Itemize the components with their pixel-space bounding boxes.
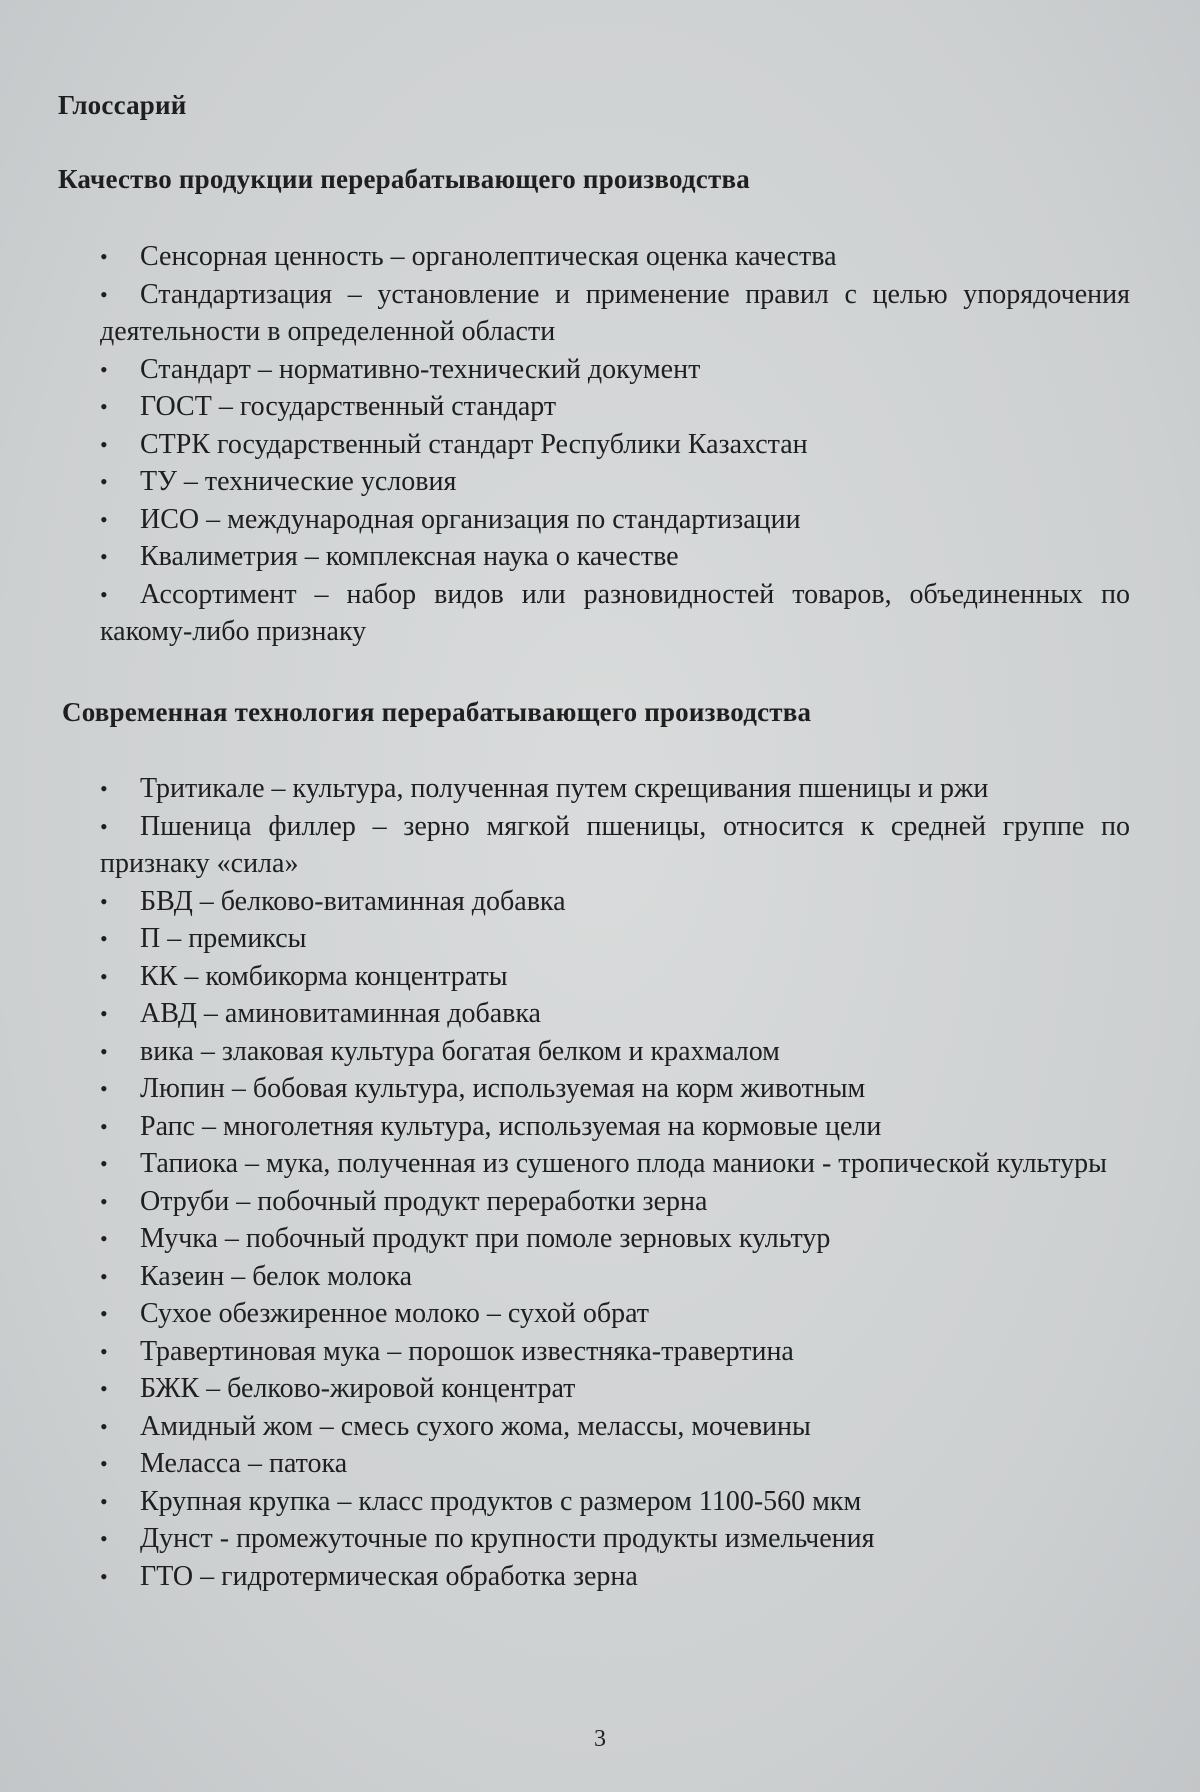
glossary-item-text: ТУ – технические условия — [140, 466, 457, 497]
glossary-item-text: Сенсорная ценность – органолептическая оценка качества — [140, 241, 837, 272]
glossary-item — [100, 770, 1130, 808]
glossary-item — [100, 1183, 1130, 1221]
bullet-icon: • — [100, 1226, 108, 1251]
bullet-icon: • — [100, 1001, 108, 1026]
glossary-item-text: Дунст - промежуточные по крупности продукты измельчения — [140, 1523, 875, 1554]
bullet-icon: • — [100, 1113, 108, 1139]
glossary-item-text: Стандартизация – установление и применение правил с целью упорядочения деятельности в определенной области — [100, 278, 1130, 347]
bullet-icon: • — [100, 1451, 108, 1476]
glossary-item — [100, 1295, 1130, 1333]
glossary-item — [100, 238, 1130, 276]
bullet-icon: • — [100, 963, 108, 989]
glossary-item — [100, 538, 1130, 576]
bullet-icon: • — [100, 1526, 108, 1551]
bullet-icon: • — [100, 1338, 108, 1364]
bullet-icon: • — [100, 1151, 108, 1176]
glossary-item — [100, 995, 1130, 1033]
glossary-item-text: Сухое обезжиренное молоко – сухой обрат — [140, 1298, 650, 1329]
glossary-item — [100, 1108, 1130, 1146]
glossary-item — [100, 276, 1130, 351]
glossary-item-text: Стандарт – нормативно-технический документ — [140, 353, 701, 385]
glossary-item — [100, 463, 1130, 501]
glossary-item-text: Квалиметрия – комплексная наука о качестве — [140, 541, 679, 572]
glossary-item-text: Ассортимент – набор видов или разновидностей товаров, объединенных по какому-либо признаку — [100, 578, 1130, 647]
glossary-item — [100, 920, 1130, 958]
bullet-icon: • — [100, 544, 108, 569]
glossary-item-text: Казеин – белок молока — [140, 1260, 413, 1292]
bullet-icon: • — [100, 431, 108, 457]
glossary-item — [100, 1145, 1130, 1183]
glossary-item — [100, 1408, 1130, 1446]
bullet-icon: • — [100, 469, 108, 494]
glossary-item — [100, 426, 1130, 464]
bullet-icon: • — [100, 1038, 108, 1064]
glossary-item-text: Люпин – бобовая культура, используемая на корм животным — [140, 1073, 866, 1104]
glossary-item-text: Крупная крупка – класс продуктов с размером 1100-560 мкм — [140, 1485, 862, 1517]
section-heading-modern-technology: Современная технология перерабатывающего производства — [62, 697, 812, 727]
bullet-icon: • — [100, 926, 108, 951]
glossary-item-text: Тритикале – культура, полученная путем скрещивания пшеницы и ржи — [140, 773, 989, 804]
bullet-icon: • — [100, 888, 108, 914]
glossary-title: Глоссарий — [58, 90, 187, 120]
bullet-icon: • — [100, 1488, 108, 1514]
glossary-item — [100, 351, 1130, 389]
glossary-item — [100, 1333, 1130, 1371]
section-heading-product-quality: Качество продукции перерабатывающего производства — [58, 164, 750, 194]
glossary-item-text: Меласса – патока — [140, 1448, 348, 1479]
glossary-item-text: КК – комбикорма концентраты — [140, 960, 508, 992]
glossary-item-text: Тапиока – мука, полученная из сушеного плода маниоки - тропической культуры — [140, 1148, 1107, 1179]
glossary-list-quality — [100, 238, 1130, 651]
glossary-item-text: СТРК государственный стандарт Республики Казахстан — [140, 428, 808, 460]
glossary-item — [100, 1445, 1130, 1483]
glossary-item-text: ИСО – международная организация по стандартизации — [140, 503, 801, 535]
bullet-icon: • — [100, 281, 108, 307]
bullet-icon: • — [100, 1301, 108, 1326]
glossary-list-technology — [100, 770, 1130, 1595]
glossary-item — [100, 883, 1130, 921]
glossary-item — [100, 1070, 1130, 1108]
bullet-icon: • — [100, 1563, 108, 1589]
bullet-icon: • — [100, 1376, 108, 1401]
page-number: 3 — [594, 1726, 606, 1752]
glossary-item-text: Амидный жом – смесь сухого жома, мелассы, мочевины — [140, 1410, 811, 1442]
glossary-item — [100, 501, 1130, 539]
glossary-item — [100, 388, 1130, 426]
glossary-item — [100, 576, 1130, 651]
glossary-item — [100, 958, 1130, 996]
glossary-item — [100, 1258, 1130, 1296]
glossary-item-text: ГОСТ – государственный стандарт — [140, 391, 557, 422]
glossary-item — [100, 808, 1130, 883]
glossary-item — [100, 1220, 1130, 1258]
glossary-item-text: вика – злаковая культура богатая белком и крахмалом — [140, 1035, 780, 1067]
glossary-item-text: Рапс – многолетняя культура, используемая на кормовые цели — [140, 1110, 882, 1142]
glossary-item — [100, 1483, 1130, 1521]
bullet-icon: • — [100, 1188, 108, 1214]
bullet-icon: • — [100, 776, 108, 801]
glossary-item-text: Травертиновая мука – порошок известняка-травертина — [140, 1335, 794, 1367]
glossary-item — [100, 1370, 1130, 1408]
glossary-item — [100, 1558, 1130, 1596]
glossary-item-text: ГТО – гидротермическая обработка зерна — [140, 1560, 638, 1592]
glossary-item — [100, 1033, 1130, 1071]
bullet-icon: • — [100, 813, 108, 839]
glossary-item-text: Отруби – побочный продукт переработки зерна — [140, 1185, 708, 1217]
bullet-icon: • — [100, 1413, 108, 1439]
glossary-item — [100, 1520, 1130, 1558]
bullet-icon: • — [100, 394, 108, 419]
glossary-item-text: Мучка – побочный продукт при помоле зерновых культур — [140, 1223, 831, 1254]
glossary-item-text: БЖК – белково-жировой концентрат — [140, 1373, 576, 1404]
glossary-item-text: П – премиксы — [140, 923, 307, 954]
bullet-icon: • — [100, 506, 108, 532]
glossary-item-text: Пшеница филлер – зерно мягкой пшеницы, относится к средней группе по признаку «сила» — [100, 810, 1130, 879]
bullet-icon: • — [100, 1263, 108, 1289]
bullet-icon: • — [100, 244, 108, 269]
bullet-icon: • — [100, 1076, 108, 1101]
glossary-item-text: БВД – белково-витаминная добавка — [140, 885, 566, 917]
bullet-icon: • — [100, 581, 108, 607]
bullet-icon: • — [100, 356, 108, 382]
glossary-item-text: АВД – аминовитаминная добавка — [140, 998, 541, 1029]
